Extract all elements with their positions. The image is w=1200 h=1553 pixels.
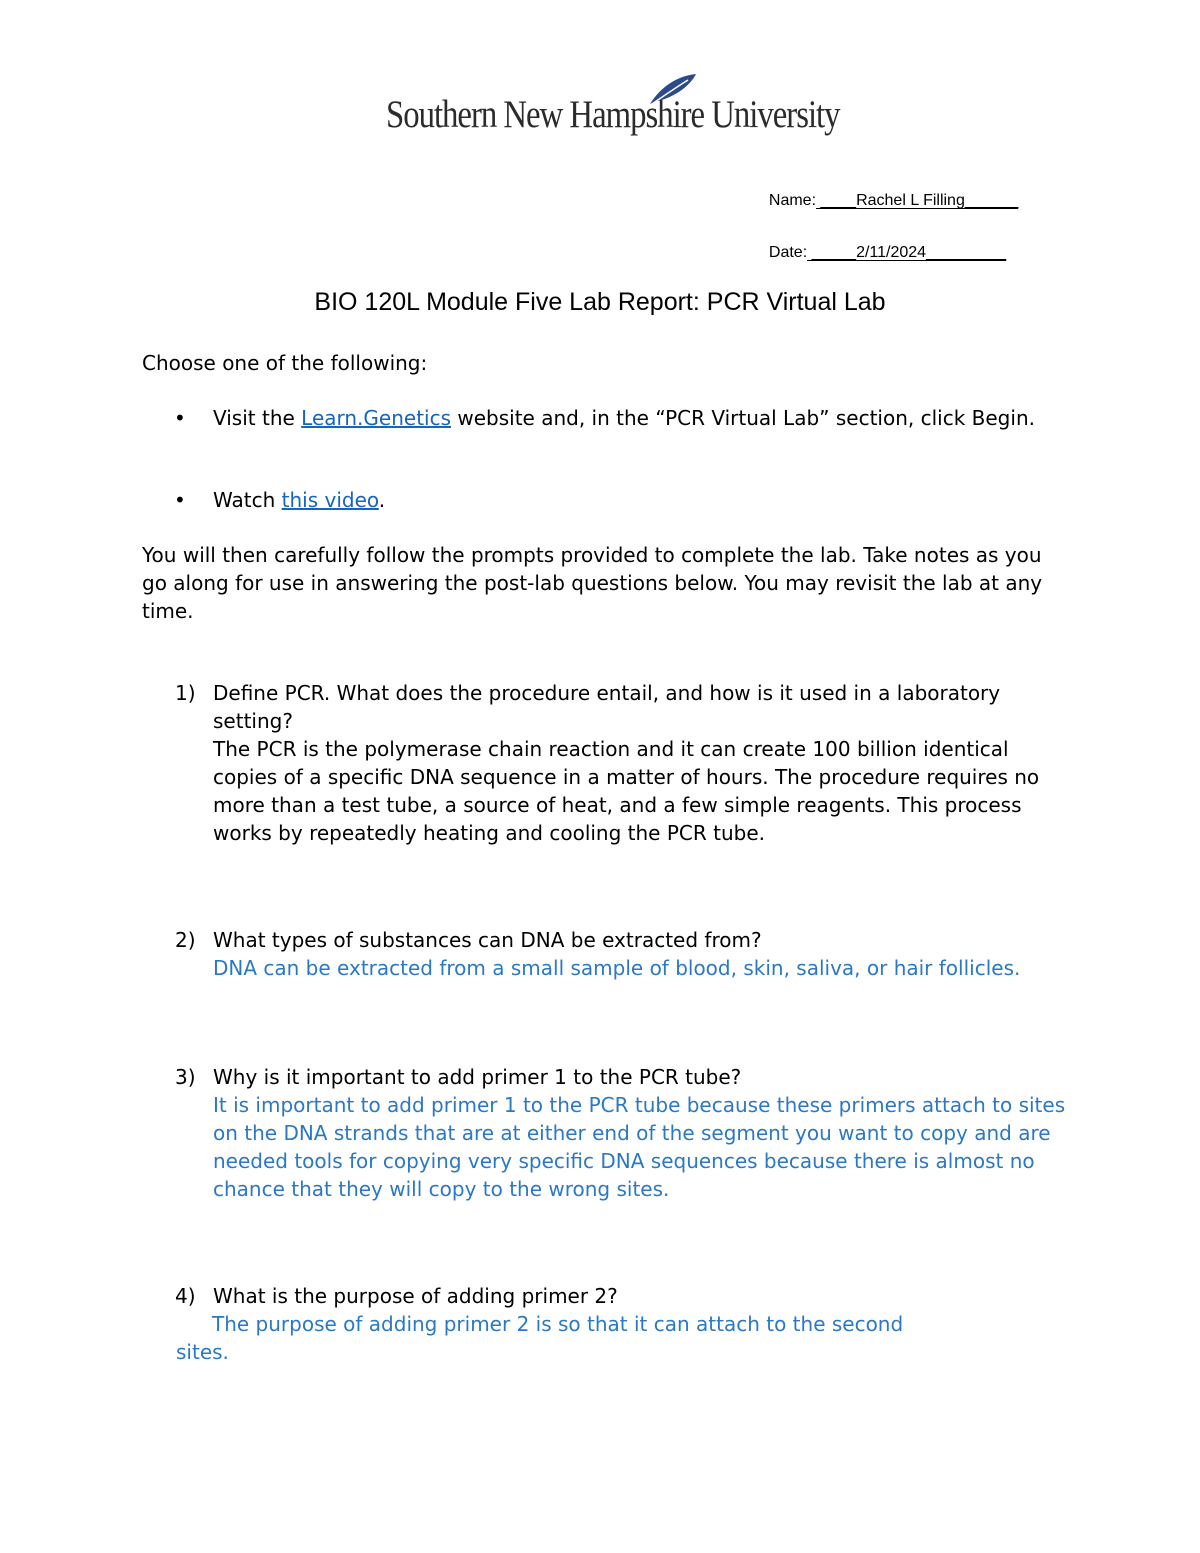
question-block — [213, 679, 1073, 847]
name-label: Name: — [768, 192, 817, 209]
question-text: Define PCR. What does the procedure entail, and how is it used in a laboratory setting? — [213, 681, 1001, 733]
leaf-icon — [644, 70, 704, 110]
question-number: 3) — [175, 1065, 196, 1089]
date-blank-suffix: _________ — [926, 244, 1007, 261]
bullet-text-before: Watch — [213, 488, 282, 512]
question-text: What is the purpose of adding primer 2? — [213, 1284, 618, 1308]
question-number: 1) — [175, 681, 196, 705]
answer-text-line2: sites. — [176, 1340, 229, 1364]
bullet-item — [213, 486, 1073, 514]
answer-text-line1: The purpose of adding primer 2 is so that it can attach to the second — [212, 1312, 904, 1336]
name-blank-suffix: ______ — [964, 192, 1019, 209]
bullet-text-after: website and, in the “PCR Virtual Lab” section, click Begin. — [451, 406, 1035, 430]
video-link[interactable]: this video — [281, 488, 379, 512]
intro-text: Choose one of the following: — [142, 351, 428, 375]
date-field — [760, 226, 1006, 262]
date-blank-prefix: _____ — [807, 244, 857, 261]
university-logo — [386, 70, 840, 136]
page-title: BIO 120L Module Five Lab Report: PCR Virtual Lab — [314, 288, 886, 316]
learn-genetics-link[interactable]: Learn.Genetics — [301, 406, 452, 430]
name-blank-prefix: ____ — [816, 192, 857, 209]
name-value: Rachel L Filling — [856, 192, 965, 209]
bullet-text-after: . — [378, 488, 386, 512]
question-number: 2) — [175, 928, 196, 952]
bullet-text-before: Visit the — [213, 406, 302, 430]
question-block — [213, 1063, 1073, 1203]
instructions-text: You will then carefully follow the prompts provided to complete the lab. Take notes as you go along for use in answering the post-lab questions below. You may revisit the lab at any time. — [142, 543, 1043, 623]
question-block — [213, 926, 1073, 982]
question-text: What types of substances can DNA be extracted from? — [213, 928, 762, 952]
name-field — [760, 174, 1018, 210]
date-value: 2/11/2024 — [856, 244, 927, 261]
question-text: Why is it important to add primer 1 to the PCR tube? — [213, 1065, 742, 1089]
answer-text: The PCR is the polymerase chain reaction and it can create 100 billion identical copies of a specific DNA sequence in a matter of hours. The procedure requires no more than a test tube, a source of heat, and a few simple reagents. This process works by repeatedly heating and cooling the PCR tube. — [213, 737, 1040, 845]
question-number: 4) — [175, 1284, 196, 1308]
answer-text: DNA can be extracted from a small sample of blood, skin, saliva, or hair follicles. — [213, 956, 1021, 980]
bullet-dot-icon: • — [174, 488, 186, 512]
answer-text: It is important to add primer 1 to the PCR tube because these primers attach to sites on the DNA strands that are at either end of the segment you want to copy and are needed tools for copying very specific DNA sequences because there is almost no chance that they will copy to the wrong sites. — [213, 1093, 1066, 1201]
logo-wordmark: Southern New Hampshire University — [386, 93, 840, 136]
date-label: Date: — [768, 244, 808, 261]
bullet-item — [213, 404, 1073, 432]
bullet-dot-icon: • — [174, 406, 186, 430]
